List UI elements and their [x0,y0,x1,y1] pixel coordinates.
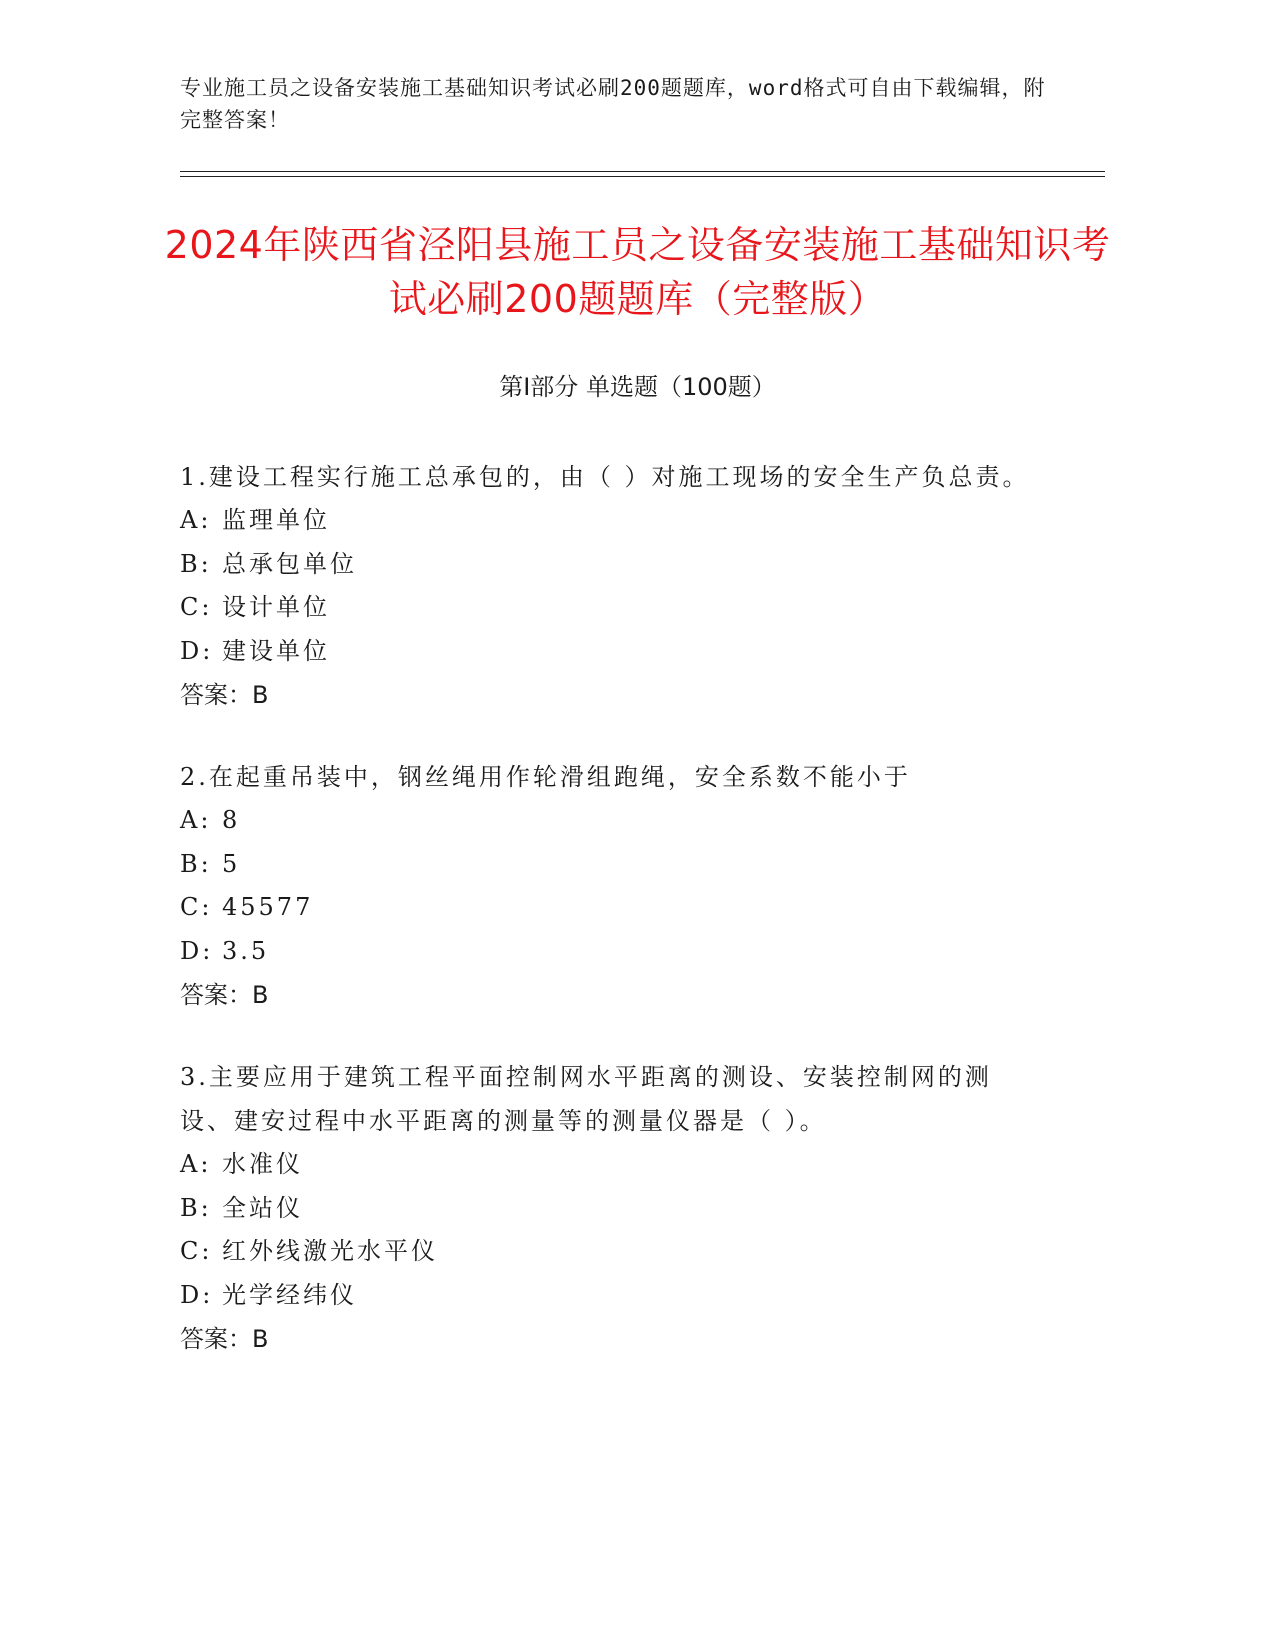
header-divider-top [180,171,1105,172]
answer-line: 答案：B [180,981,269,1009]
option-d [180,630,1040,674]
section-heading: 第I部分 单选题（100题） [499,373,776,401]
option-a [180,799,1040,843]
option-text: 红外线激光水平仪 [222,1237,438,1265]
question-item [180,755,1040,1017]
option-text: 光学经纬仪 [222,1280,357,1309]
option-letter: B: [180,849,212,878]
header-note: 专业施工员之设备安装施工基础知识考试必刷200题题库，word格式可自由下载编辑，附完整答案！ [180,76,1046,132]
option-b [180,543,1040,587]
option-letter: D: [180,936,214,965]
header-divider-bottom [180,176,1105,177]
option-text: 3.5 [222,936,270,965]
option-letter: D: [180,1280,214,1309]
option-b [180,1187,1040,1231]
option-text: 8 [222,806,241,834]
option-letter: B: [180,1193,212,1222]
option-c [180,1230,1040,1274]
document-title: 2024年陕西省泾阳县施工员之设备安装施工基础知识考试必刷200题题库（完整版） [164,223,1111,321]
option-text: 5 [222,849,241,878]
option-text: 总承包单位 [222,549,357,578]
question-item [180,455,1040,717]
option-a [180,1143,1040,1187]
answer-line: 答案：B [180,681,269,709]
option-letter: A: [180,506,212,534]
question-stem: 2.在起重吊装中，钢丝绳用作轮滑组跑绳，安全系数不能小于 [180,763,911,791]
option-text: 水准仪 [222,1150,303,1178]
question-list [180,455,1040,1399]
option-a [180,499,1040,543]
option-c [180,886,1040,930]
option-text: 建设单位 [222,636,330,665]
option-c [180,586,1040,630]
answer-line: 答案：B [180,1325,269,1353]
question-item [180,1055,1040,1361]
option-letter: C: [180,893,213,921]
option-d [180,930,1040,974]
option-b [180,843,1040,887]
option-d [180,1274,1040,1318]
option-letter: A: [180,806,212,834]
option-text: 45577 [222,893,314,921]
option-letter: A: [180,1150,212,1178]
option-text: 监理单位 [222,506,330,534]
option-letter: B: [180,549,212,578]
question-stem: 1.建设工程实行施工总承包的，由（ ）对施工现场的安全生产负总责。 [180,463,1030,491]
option-letter: C: [180,593,213,621]
option-text: 全站仪 [222,1193,303,1222]
question-stem: 3.主要应用于建筑工程平面控制网水平距离的测设、安装控制网的测设、建安过程中水平距离的测量等的测量仪器是（ ）。 [180,1063,992,1135]
option-text: 设计单位 [222,593,330,621]
option-letter: D: [180,636,214,665]
option-letter: C: [180,1237,213,1265]
